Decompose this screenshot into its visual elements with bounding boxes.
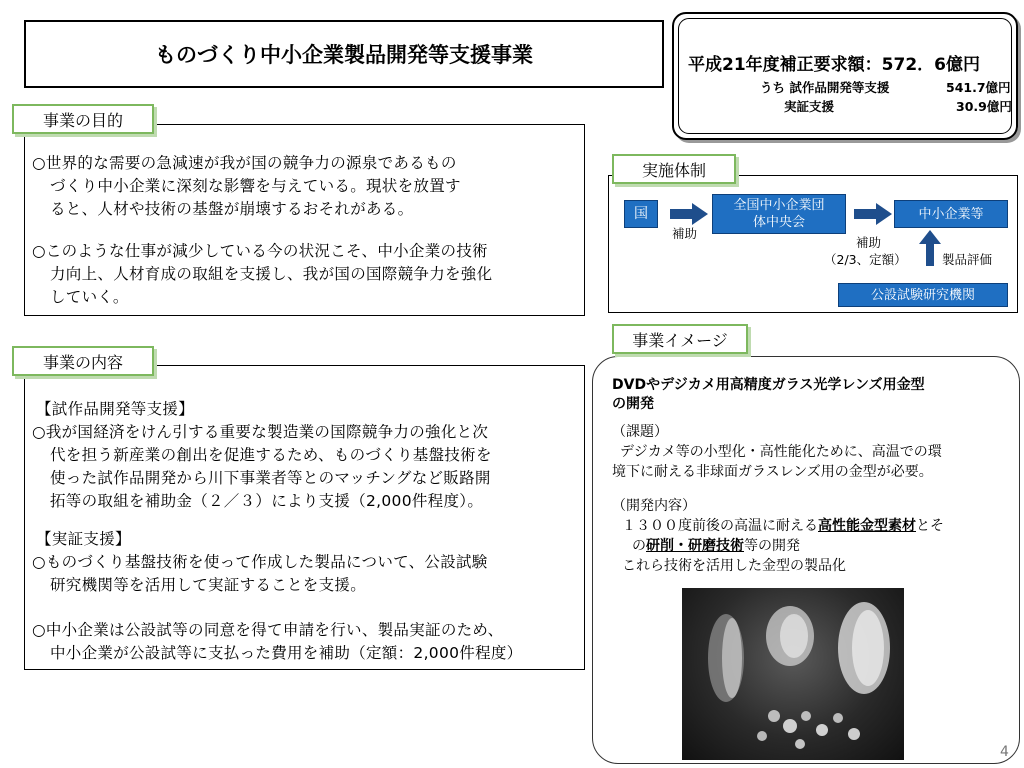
budget-row1-value: 541.7億円 bbox=[946, 80, 1011, 95]
title-text: ものづくり中小企業製品開発等支援事業 bbox=[155, 43, 533, 67]
subsidy-rate: （2/3、定額） bbox=[824, 252, 907, 267]
purpose-p1-line: づくり中小企業に深刻な影響を与えている。現状を放置す bbox=[50, 177, 461, 195]
content-p2-line: ○ものづくり基盤技術を使って作成した製品について、公設試験 bbox=[32, 553, 488, 571]
budget-box bbox=[672, 12, 1018, 140]
node-country bbox=[624, 200, 658, 228]
subsidy-label-2: 補助 bbox=[856, 235, 882, 250]
node-public-lab bbox=[838, 283, 1008, 307]
content-p1-line: ○我が国経済をけん引する重要な製造業の国際競争力の強化と次 bbox=[32, 423, 489, 441]
content-h2-text: 【実証支援】 bbox=[36, 530, 131, 548]
node-country-text: 国 bbox=[634, 205, 648, 222]
content-p1-line: 代を担う新産業の創出を促進するため、ものづくり基盤技術を bbox=[50, 446, 492, 464]
dev-block bbox=[612, 496, 944, 576]
purpose-label-text: 事業の目的 bbox=[42, 110, 123, 130]
page-number: 4 bbox=[1000, 744, 1009, 760]
content-heading-2 bbox=[36, 528, 131, 551]
system-label-text: 実施体制 bbox=[641, 160, 706, 180]
subsidy-label-1: 補助 bbox=[672, 226, 698, 241]
node-lab-text: 公設試験研究機関 bbox=[870, 287, 975, 303]
content-heading-1 bbox=[36, 398, 194, 421]
budget-row1-label: うち 試作品開発等支援 bbox=[760, 80, 890, 95]
image-label-text: 事業イメージ bbox=[632, 330, 728, 350]
arrow-right-icon bbox=[852, 200, 896, 228]
dev-label: （開発内容） bbox=[612, 498, 696, 514]
purpose-p2-line: ○このような仕事が減少している今の状況こそ、中小企業の技術 bbox=[32, 242, 488, 260]
purpose-label bbox=[12, 104, 154, 134]
dev-line-1 bbox=[612, 516, 944, 536]
arrow-up-icon bbox=[917, 228, 943, 268]
content-p2-line: 研究機関等を活用して実証することを支援。 bbox=[50, 576, 367, 594]
content-h1-text: 【試作品開発等支援】 bbox=[36, 400, 195, 418]
purpose-paragraph-1 bbox=[32, 152, 461, 221]
content-p1-line: 拓等の取組を補助金（２／３）により支援（2,000件程度）。 bbox=[50, 492, 484, 510]
content-paragraph-1 bbox=[32, 421, 492, 513]
budget-inner-border bbox=[678, 18, 1012, 134]
image-label bbox=[612, 324, 748, 354]
dev-text: １３００度前後の高温に耐える bbox=[622, 518, 818, 534]
task-block bbox=[612, 422, 942, 482]
dev-emphasis: 研削・研磨技術 bbox=[646, 538, 744, 554]
content-label bbox=[12, 346, 154, 376]
content-p3-line: 中小企業が公設試等に支払った費用を補助（定額：2,000件程度） bbox=[50, 644, 523, 662]
image-heading bbox=[612, 376, 925, 414]
dev-emphasis: 高性能金型素材 bbox=[818, 518, 916, 534]
content-paragraph-2 bbox=[32, 551, 488, 597]
central-line: 全国中小企業団 bbox=[733, 198, 825, 213]
task-label: （課題） bbox=[612, 424, 668, 440]
node-sme-text: 中小企業等 bbox=[918, 206, 984, 222]
budget-row2-value: 30.9億円 bbox=[956, 99, 1012, 114]
purpose-p1-line: ○世界的な需要の急減速が我が国の競争力の源泉であるもの bbox=[32, 154, 457, 172]
image-heading-line: DVDやデジカメ用高精度ガラス光学レンズ用金型 bbox=[612, 377, 925, 393]
task-line: デジカメ等の小型化・高性能化ために、高温での環 bbox=[620, 444, 942, 460]
content-p3-line: ○中小企業は公設試等の同意を得て申請を行い、製品実証のため、 bbox=[32, 621, 504, 639]
purpose-p1-line: ると、人材や技術の基盤が崩壊するおそれがある。 bbox=[50, 200, 414, 218]
lens-illustration bbox=[682, 588, 904, 760]
evaluation-label: 製品評価 bbox=[942, 252, 993, 267]
content-paragraph-3 bbox=[32, 619, 522, 665]
central-line: 体中央会 bbox=[752, 215, 805, 230]
image-heading-line: の開発 bbox=[612, 396, 654, 412]
lens-photo bbox=[682, 588, 904, 760]
purpose-p2-line: 力向上、人材育成の取組を支援し、我が国の国際競争力を強化 bbox=[50, 265, 493, 283]
purpose-p2-line: していく。 bbox=[50, 288, 129, 306]
dev-text: 等の開発 bbox=[744, 538, 800, 554]
task-line: 境下に耐える非球面ガラスレンズ用の金型が必要。 bbox=[612, 464, 933, 480]
dev-text: の bbox=[632, 538, 646, 554]
page-title bbox=[24, 20, 664, 88]
dev-line-3: これら技術を活用した金型の製品化 bbox=[622, 558, 846, 574]
budget-row2-label: 実証支援 bbox=[784, 99, 835, 114]
content-label-text: 事業の内容 bbox=[42, 352, 123, 372]
purpose-paragraph-2 bbox=[32, 240, 492, 309]
budget-main: 平成21年度補正要求額：572．6億円 bbox=[688, 55, 980, 75]
dev-line-2 bbox=[612, 536, 944, 556]
content-p1-line: 使った試作品開発から川下事業者等とのマッチングなど販路開 bbox=[50, 469, 491, 487]
node-central-association bbox=[712, 194, 846, 234]
system-label bbox=[612, 154, 736, 184]
dev-text: とそ bbox=[916, 518, 944, 534]
node-sme bbox=[894, 200, 1008, 228]
